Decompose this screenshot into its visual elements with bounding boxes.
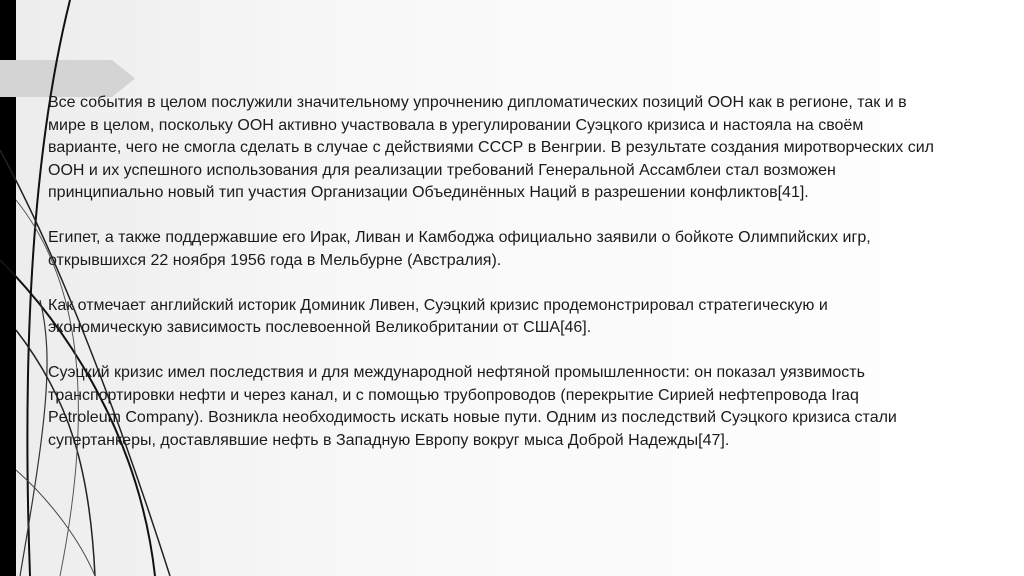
- paragraph-un-positions: Все события в целом послужили значительному упрочнению дипломатических позиций ООН как в регионе, так и в мире в целом, поскольку ООН активно участвовала в урегулировании Суэцкого кризиса и настояла на своём варианте, чего не смогла сделать в случае с действиями СССР в Венгрии. В результате создания миротворческих сил ООН и их успешного использования для реализации требований Генеральной Ассамблеи стал возможен принципиально новый тип участия Организации Объединённых Наций в разрешении конфликтов[41].: [48, 94, 934, 201]
- paragraph-lieven: Как отмечает английский историк Доминик Ливен, Суэцкий кризис продемонстрировал стратегическую и экономическую зависимость послевоенной Великобритании от США[46].: [48, 296, 828, 336]
- paragraph-olympic-boycott: Египет, а также поддержавшие его Ирак, Ливан и Камбоджа официально заявили о бойкоте Олимпийских игр, открывшихся 22 ноября 1956 года в Мельбурне (Австралия).: [48, 229, 871, 269]
- paragraph-oil-industry: Суэцкий кризис имел последствия и для международной нефтяной промышленности: он показал уязвимость транспортировки нефти и через канал, и с помощью трубопроводов (перекрытие Сирией нефтепровода Iraq Petroleum Company). Возникла необходимость искать новые пути. Одним из последствий Суэцкого кризиса стали супертанкеры, доставлявшие нефть в Западную Европу вокруг мыса Доброй Надежды[47].: [48, 364, 897, 449]
- body-text: [48, 92, 1024, 475]
